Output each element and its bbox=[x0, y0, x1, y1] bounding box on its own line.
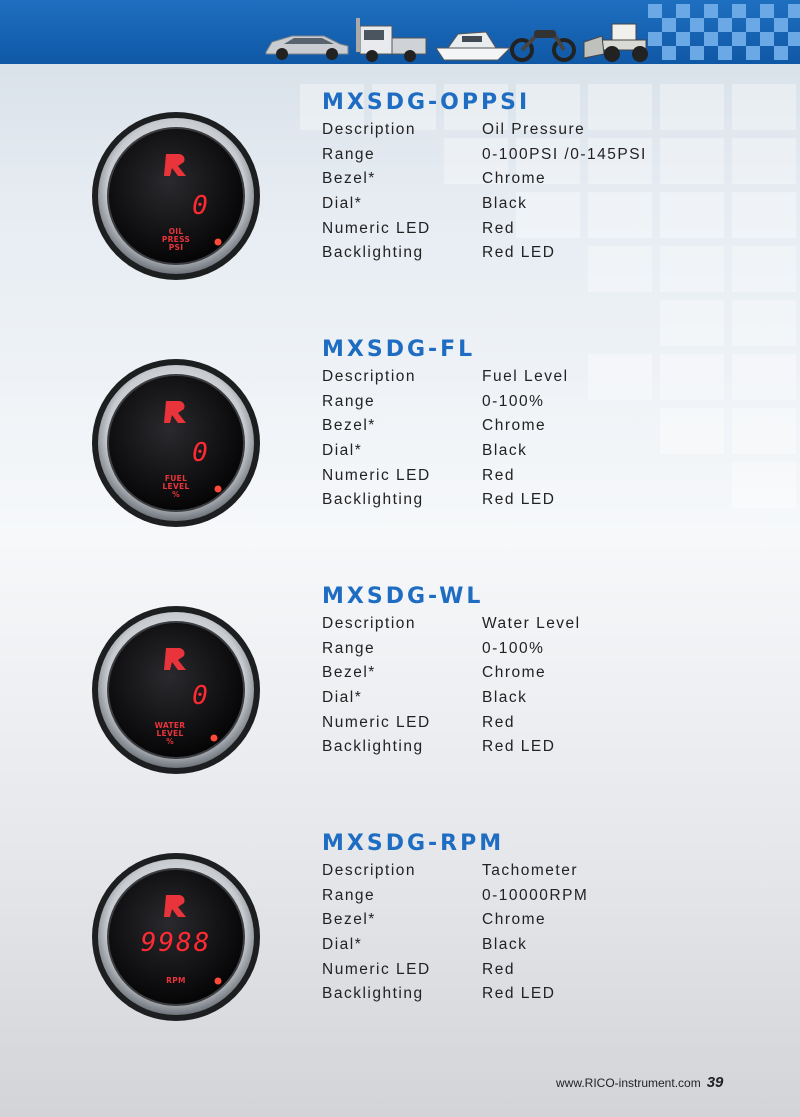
spec-label: Range bbox=[322, 886, 376, 904]
spec-row bbox=[322, 491, 569, 516]
spec-value: 0-100% bbox=[482, 639, 545, 657]
spec-label: Numeric LED bbox=[322, 219, 431, 237]
header-banner bbox=[0, 0, 800, 64]
spec-label: Range bbox=[322, 639, 376, 657]
tachometer-gauge-image bbox=[90, 851, 262, 1023]
spec-value: Black bbox=[482, 442, 528, 460]
spec-value: Black bbox=[482, 689, 528, 707]
spec-label: Description bbox=[322, 121, 417, 138]
spec-label: Description bbox=[322, 368, 417, 385]
spec-row bbox=[322, 640, 581, 665]
dial-label-line: RPM bbox=[166, 976, 186, 985]
spec-label: Bezel* bbox=[322, 664, 376, 682]
spec-row bbox=[322, 467, 569, 492]
spec-table bbox=[322, 862, 588, 1010]
spec-value: Red LED bbox=[482, 738, 556, 756]
oil-pressure-gauge-image bbox=[90, 110, 262, 282]
indicator-dot-icon bbox=[215, 486, 222, 493]
spec-row bbox=[322, 664, 581, 689]
spec-row bbox=[322, 862, 588, 887]
spec-label: Dial* bbox=[322, 936, 363, 954]
led-readout: 0 bbox=[192, 438, 208, 468]
spec-row bbox=[322, 417, 569, 442]
spec-value: Chrome bbox=[482, 417, 547, 435]
spec-label: Bezel* bbox=[322, 417, 376, 435]
product-fl bbox=[0, 337, 800, 589]
spec-value: Red LED bbox=[482, 244, 556, 262]
indicator-dot-icon bbox=[215, 978, 222, 985]
indicator-dot-icon bbox=[215, 239, 222, 246]
spec-row bbox=[322, 936, 588, 961]
product-title: MXSDG-OPPSI bbox=[322, 90, 531, 115]
led-readout: 0 bbox=[192, 681, 208, 711]
product-title: MXSDG-WL bbox=[322, 584, 484, 609]
spec-value: Oil Pressure bbox=[482, 121, 586, 138]
spec-row bbox=[322, 887, 588, 912]
spec-label: Backlighting bbox=[322, 491, 424, 509]
loader-icon bbox=[584, 24, 648, 62]
spec-value: Chrome bbox=[482, 911, 547, 929]
spec-label: Dial* bbox=[322, 195, 363, 213]
car-icon bbox=[266, 36, 348, 60]
product-wl bbox=[0, 584, 800, 836]
spec-label: Dial* bbox=[322, 442, 363, 460]
spec-value: Red bbox=[482, 219, 515, 237]
product-rpm bbox=[0, 831, 800, 1083]
page-footer bbox=[556, 1074, 723, 1091]
spec-value: Red bbox=[482, 466, 515, 484]
product-oppsi bbox=[0, 90, 800, 342]
dial-label-line: LEVEL bbox=[156, 729, 184, 738]
vehicles-strip bbox=[262, 14, 662, 64]
spec-row bbox=[322, 244, 647, 269]
spec-label: Range bbox=[322, 392, 376, 410]
spec-label: Description bbox=[322, 615, 417, 632]
spec-value: Red bbox=[482, 960, 515, 978]
fuel-level-gauge-image bbox=[90, 357, 262, 529]
spec-row bbox=[322, 615, 581, 640]
spec-label: Numeric LED bbox=[322, 466, 431, 484]
spec-row bbox=[322, 393, 569, 418]
spec-table bbox=[322, 368, 569, 516]
dial-label-line: PRESS bbox=[161, 235, 191, 244]
led-readout: 9988 bbox=[140, 928, 212, 958]
spec-table bbox=[322, 615, 581, 763]
page-number: 39 bbox=[706, 1074, 724, 1091]
spec-row bbox=[322, 714, 581, 739]
spec-row bbox=[322, 146, 647, 171]
spec-value: 0-100PSI /0-145PSI bbox=[482, 145, 647, 163]
water-level-gauge-image bbox=[90, 604, 262, 776]
spec-value: Fuel Level bbox=[482, 368, 569, 385]
spec-row bbox=[322, 121, 647, 146]
spec-label: Bezel* bbox=[322, 911, 376, 929]
product-title: MXSDG-FL bbox=[322, 337, 476, 362]
spec-value: 0-100% bbox=[482, 392, 545, 410]
spec-value: 0-10000RPM bbox=[482, 886, 589, 904]
spec-label: Backlighting bbox=[322, 244, 424, 262]
spec-table bbox=[322, 121, 647, 269]
spec-row bbox=[322, 961, 588, 986]
spec-value: Black bbox=[482, 936, 528, 954]
spec-value: Chrome bbox=[482, 664, 547, 682]
spec-row bbox=[322, 170, 647, 195]
spec-value: Chrome bbox=[482, 170, 547, 188]
dial-label-line: WATER bbox=[154, 721, 186, 730]
spec-row bbox=[322, 911, 588, 936]
spec-row bbox=[322, 985, 588, 1010]
dial-label-line: OIL bbox=[168, 227, 184, 236]
spec-row bbox=[322, 442, 569, 467]
truck-icon bbox=[356, 18, 426, 62]
dial-label-line: LEVEL bbox=[162, 482, 190, 491]
website-link[interactable]: www.RICO-instrument.com bbox=[556, 1076, 701, 1090]
checker-pattern bbox=[640, 0, 800, 64]
spec-row bbox=[322, 195, 647, 220]
spec-label: Numeric LED bbox=[322, 713, 431, 731]
spec-value: Red LED bbox=[482, 491, 556, 509]
spec-row bbox=[322, 689, 581, 714]
dial-label-line: PSI bbox=[168, 243, 184, 252]
spec-value: Red bbox=[482, 713, 515, 731]
dial-label-line: % bbox=[172, 490, 180, 499]
spec-value: Tachometer bbox=[482, 862, 578, 879]
spec-label: Numeric LED bbox=[322, 960, 431, 978]
spec-label: Description bbox=[322, 862, 417, 879]
dial-label-line: FUEL bbox=[164, 474, 188, 483]
spec-value: Black bbox=[482, 195, 528, 213]
spec-label: Dial* bbox=[322, 689, 363, 707]
spec-row bbox=[322, 368, 569, 393]
spec-row bbox=[322, 220, 647, 245]
indicator-dot-icon bbox=[211, 735, 218, 742]
spec-value: Water Level bbox=[482, 615, 581, 632]
spec-label: Backlighting bbox=[322, 985, 424, 1003]
led-readout: 0 bbox=[192, 191, 208, 221]
spec-value: Red LED bbox=[482, 985, 556, 1003]
spec-label: Range bbox=[322, 145, 376, 163]
product-title: MXSDG-RPM bbox=[322, 831, 505, 856]
dial-label-line: % bbox=[166, 737, 174, 746]
spec-row bbox=[322, 738, 581, 763]
spec-label: Bezel* bbox=[322, 170, 376, 188]
spec-label: Backlighting bbox=[322, 738, 424, 756]
boat-icon bbox=[436, 32, 510, 60]
motorcycle-icon bbox=[512, 30, 574, 60]
